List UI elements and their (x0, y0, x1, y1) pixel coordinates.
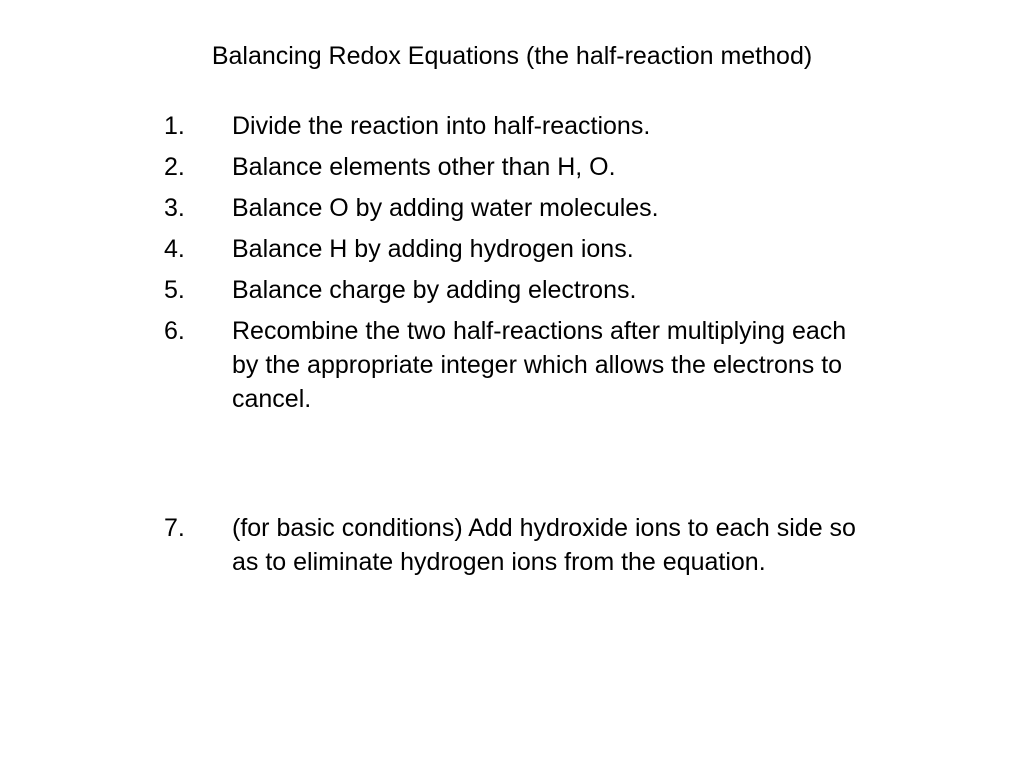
step-text: Divide the reaction into half-reactions. (232, 112, 651, 140)
step-number: 6. (164, 317, 185, 345)
step-item (164, 150, 864, 184)
step-number: 1. (164, 112, 185, 140)
step-number: 3. (164, 194, 185, 222)
step-text: Balance H by adding hydrogen ions. (232, 235, 634, 263)
step-text: Balance O by adding water molecules. (232, 194, 659, 222)
step-text: Recombine the two half-reactions after multiplying each by the appropriate integer which allows the electrons to cancel. (232, 317, 847, 413)
step-item (164, 314, 864, 416)
step-item (164, 109, 864, 143)
steps-list (164, 109, 864, 586)
step-number: 7. (164, 514, 185, 542)
step-item (164, 273, 864, 307)
step-number: 5. (164, 276, 185, 304)
step-text: Balance elements other than H, O. (232, 153, 616, 181)
step-text: Balance charge by adding electrons. (232, 276, 637, 304)
step-number: 2. (164, 153, 185, 181)
step-text: (for basic conditions) Add hydroxide ions to each side so as to eliminate hydrogen ions from the equation. (232, 514, 856, 576)
step-item (164, 511, 864, 579)
slide-title: Balancing Redox Equations (the half-reaction method) (211, 42, 813, 70)
step-item (164, 232, 864, 266)
step-item (164, 191, 864, 225)
step-number: 4. (164, 235, 185, 263)
